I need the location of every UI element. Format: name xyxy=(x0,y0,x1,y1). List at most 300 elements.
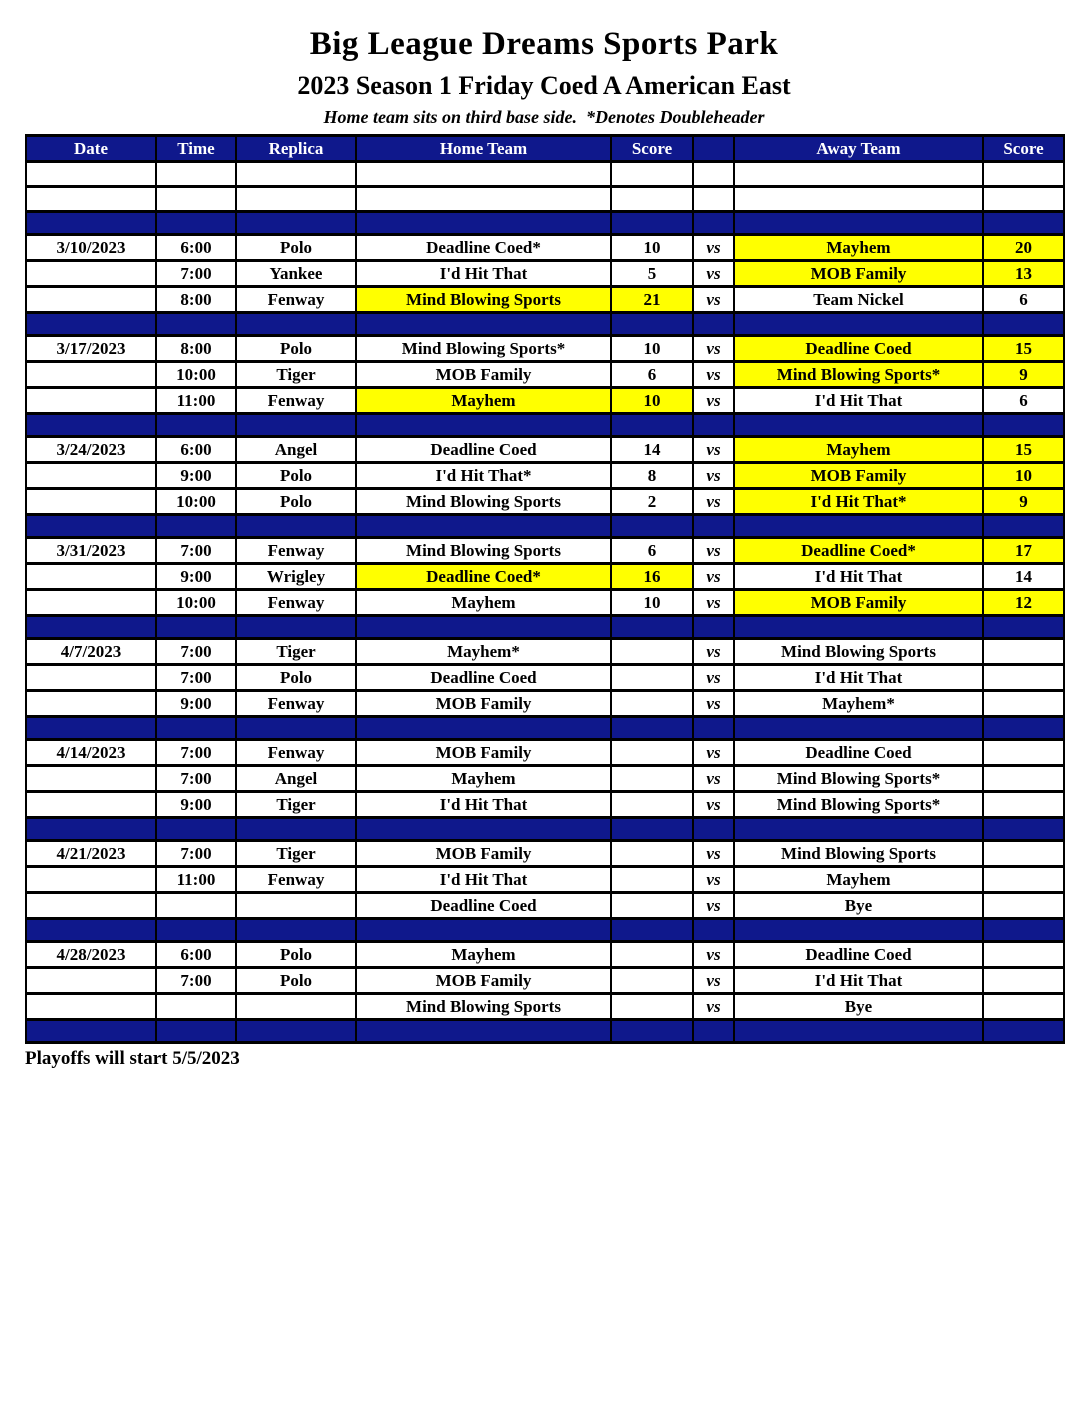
home-team-cell: MOB Family xyxy=(356,691,611,717)
separator-row xyxy=(26,212,1064,235)
vs-cell: vs xyxy=(693,538,734,564)
vs-cell: vs xyxy=(693,968,734,994)
away-score-cell xyxy=(983,994,1064,1020)
home-score-cell xyxy=(611,942,693,968)
date-cell xyxy=(26,162,156,187)
away-team-cell: MOB Family xyxy=(734,261,983,287)
away-score-cell: 17 xyxy=(983,538,1064,564)
away-score-cell xyxy=(983,919,1064,942)
date-cell xyxy=(26,691,156,717)
date-cell xyxy=(26,616,156,639)
vs-cell xyxy=(693,1020,734,1043)
away-team-cell xyxy=(734,515,983,538)
replica-cell xyxy=(236,616,356,639)
schedule-body xyxy=(26,162,1064,1043)
replica-cell xyxy=(236,162,356,187)
away-team-cell: Bye xyxy=(734,994,983,1020)
date-cell xyxy=(26,261,156,287)
game-row xyxy=(26,792,1064,818)
game-row xyxy=(26,867,1064,893)
game-row xyxy=(26,968,1064,994)
away-team-cell: Mayhem* xyxy=(734,691,983,717)
home-score-cell: 16 xyxy=(611,564,693,590)
replica-cell: Polo xyxy=(236,463,356,489)
time-cell: 6:00 xyxy=(156,235,236,261)
game-row xyxy=(26,388,1064,414)
time-cell xyxy=(156,515,236,538)
away-score-cell: 6 xyxy=(983,287,1064,313)
home-score-cell xyxy=(611,691,693,717)
replica-cell: Tiger xyxy=(236,841,356,867)
game-row xyxy=(26,489,1064,515)
date-cell xyxy=(26,792,156,818)
separator-row xyxy=(26,1020,1064,1043)
vs-cell xyxy=(693,414,734,437)
away-score-cell xyxy=(983,740,1064,766)
home-team-cell: MOB Family xyxy=(356,968,611,994)
home-score-cell xyxy=(611,515,693,538)
col-header-date: Date xyxy=(26,136,156,162)
time-cell xyxy=(156,717,236,740)
away-team-cell: Bye xyxy=(734,893,983,919)
home-team-cell: Mayhem* xyxy=(356,639,611,665)
replica-cell: Angel xyxy=(236,766,356,792)
away-score-cell xyxy=(983,818,1064,841)
vs-cell: vs xyxy=(693,639,734,665)
home-team-cell: I'd Hit That* xyxy=(356,463,611,489)
replica-cell: Polo xyxy=(236,665,356,691)
home-team-cell: MOB Family xyxy=(356,841,611,867)
date-cell xyxy=(26,313,156,336)
date-cell xyxy=(26,867,156,893)
home-score-cell xyxy=(611,665,693,691)
away-score-cell xyxy=(983,414,1064,437)
time-cell: 10:00 xyxy=(156,590,236,616)
vs-cell xyxy=(693,313,734,336)
away-team-cell: I'd Hit That xyxy=(734,665,983,691)
time-cell: 11:00 xyxy=(156,867,236,893)
away-team-cell: I'd Hit That xyxy=(734,564,983,590)
game-row xyxy=(26,362,1064,388)
replica-cell: Fenway xyxy=(236,691,356,717)
away-team-cell: Mind Blowing Sports xyxy=(734,639,983,665)
home-score-cell xyxy=(611,717,693,740)
time-cell: 8:00 xyxy=(156,287,236,313)
away-score-cell: 6 xyxy=(983,388,1064,414)
home-team-cell: Mayhem xyxy=(356,388,611,414)
replica-cell: Fenway xyxy=(236,388,356,414)
replica-cell: Polo xyxy=(236,968,356,994)
home-team-cell xyxy=(356,313,611,336)
away-team-cell xyxy=(734,212,983,235)
away-score-cell xyxy=(983,766,1064,792)
time-cell: 10:00 xyxy=(156,489,236,515)
away-team-cell: I'd Hit That xyxy=(734,388,983,414)
away-score-cell xyxy=(983,616,1064,639)
away-score-cell xyxy=(983,867,1064,893)
vs-cell: vs xyxy=(693,590,734,616)
away-score-cell xyxy=(983,639,1064,665)
home-score-cell xyxy=(611,792,693,818)
col-header-away-score: Score xyxy=(983,136,1064,162)
date-cell xyxy=(26,665,156,691)
away-score-cell: 9 xyxy=(983,362,1064,388)
away-score-cell xyxy=(983,841,1064,867)
away-team-cell: Mayhem xyxy=(734,437,983,463)
vs-cell: vs xyxy=(693,235,734,261)
game-row xyxy=(26,665,1064,691)
home-score-cell: 10 xyxy=(611,590,693,616)
away-team-cell: Deadline Coed xyxy=(734,942,983,968)
away-score-cell: 20 xyxy=(983,235,1064,261)
game-row xyxy=(26,893,1064,919)
date-cell xyxy=(26,515,156,538)
separator-row xyxy=(26,414,1064,437)
time-cell: 9:00 xyxy=(156,463,236,489)
vs-cell: vs xyxy=(693,766,734,792)
vs-cell: vs xyxy=(693,362,734,388)
game-row xyxy=(26,336,1064,362)
home-team-cell: I'd Hit That xyxy=(356,261,611,287)
empty-row xyxy=(26,162,1064,187)
replica-cell: Fenway xyxy=(236,867,356,893)
time-cell: 7:00 xyxy=(156,841,236,867)
vs-cell xyxy=(693,717,734,740)
home-team-cell: Deadline Coed xyxy=(356,893,611,919)
vs-cell: vs xyxy=(693,867,734,893)
home-team-cell: Deadline Coed* xyxy=(356,235,611,261)
home-score-cell xyxy=(611,616,693,639)
game-row xyxy=(26,235,1064,261)
away-score-cell: 9 xyxy=(983,489,1064,515)
home-score-cell xyxy=(611,740,693,766)
replica-cell xyxy=(236,515,356,538)
home-score-cell xyxy=(611,212,693,235)
col-header-home-team: Home Team xyxy=(356,136,611,162)
replica-cell: Polo xyxy=(236,235,356,261)
date-cell: 4/7/2023 xyxy=(26,639,156,665)
replica-cell: Fenway xyxy=(236,590,356,616)
time-cell xyxy=(156,1020,236,1043)
vs-cell: vs xyxy=(693,564,734,590)
home-score-cell: 10 xyxy=(611,336,693,362)
vs-cell: vs xyxy=(693,841,734,867)
date-cell: 3/10/2023 xyxy=(26,235,156,261)
date-cell xyxy=(26,994,156,1020)
replica-cell xyxy=(236,717,356,740)
away-score-cell xyxy=(983,162,1064,187)
home-score-cell xyxy=(611,162,693,187)
col-header-vs xyxy=(693,136,734,162)
home-team-cell xyxy=(356,616,611,639)
time-cell: 7:00 xyxy=(156,740,236,766)
away-score-cell xyxy=(983,968,1064,994)
vs-cell: vs xyxy=(693,336,734,362)
home-score-cell xyxy=(611,313,693,336)
game-row xyxy=(26,261,1064,287)
date-cell xyxy=(26,893,156,919)
home-team-cell xyxy=(356,515,611,538)
away-score-cell xyxy=(983,665,1064,691)
away-team-cell: Mayhem xyxy=(734,867,983,893)
home-score-cell xyxy=(611,1020,693,1043)
page-subtitle: 2023 Season 1 Friday Coed A American East xyxy=(297,71,791,100)
time-cell: 9:00 xyxy=(156,564,236,590)
date-cell xyxy=(26,818,156,841)
away-team-cell: Mind Blowing Sports* xyxy=(734,792,983,818)
home-score-cell: 6 xyxy=(611,362,693,388)
col-header-home-score: Score xyxy=(611,136,693,162)
home-team-cell xyxy=(356,919,611,942)
home-team-cell xyxy=(356,717,611,740)
time-cell: 9:00 xyxy=(156,691,236,717)
home-team-cell: Mayhem xyxy=(356,766,611,792)
away-team-cell: Team Nickel xyxy=(734,287,983,313)
separator-row xyxy=(26,515,1064,538)
date-cell xyxy=(26,919,156,942)
vs-cell: vs xyxy=(693,942,734,968)
separator-row xyxy=(26,818,1064,841)
home-team-cell: I'd Hit That xyxy=(356,792,611,818)
date-cell xyxy=(26,968,156,994)
time-cell: 6:00 xyxy=(156,942,236,968)
home-team-cell xyxy=(356,414,611,437)
game-row xyxy=(26,766,1064,792)
time-cell xyxy=(156,212,236,235)
date-cell: 3/17/2023 xyxy=(26,336,156,362)
home-score-cell xyxy=(611,766,693,792)
vs-cell: vs xyxy=(693,437,734,463)
away-team-cell: Deadline Coed xyxy=(734,740,983,766)
home-team-cell: Mind Blowing Sports xyxy=(356,489,611,515)
replica-cell: Fenway xyxy=(236,740,356,766)
vs-cell: vs xyxy=(693,287,734,313)
vs-cell: vs xyxy=(693,388,734,414)
date-cell xyxy=(26,362,156,388)
away-team-cell: I'd Hit That xyxy=(734,968,983,994)
date-cell: 4/14/2023 xyxy=(26,740,156,766)
replica-cell: Tiger xyxy=(236,639,356,665)
home-score-cell: 10 xyxy=(611,235,693,261)
home-score-cell xyxy=(611,968,693,994)
away-score-cell xyxy=(983,792,1064,818)
time-cell xyxy=(156,818,236,841)
home-score-cell xyxy=(611,867,693,893)
vs-cell xyxy=(693,616,734,639)
home-score-cell: 2 xyxy=(611,489,693,515)
replica-cell xyxy=(236,994,356,1020)
empty-row xyxy=(26,187,1064,212)
time-cell: 7:00 xyxy=(156,538,236,564)
home-team-cell: Mind Blowing Sports* xyxy=(356,336,611,362)
game-row xyxy=(26,538,1064,564)
vs-cell: vs xyxy=(693,994,734,1020)
away-score-cell: 12 xyxy=(983,590,1064,616)
away-score-cell xyxy=(983,893,1064,919)
away-score-cell xyxy=(983,313,1064,336)
vs-cell xyxy=(693,187,734,212)
away-team-cell xyxy=(734,162,983,187)
replica-cell: Polo xyxy=(236,489,356,515)
away-team-cell xyxy=(734,919,983,942)
home-team-cell: Mayhem xyxy=(356,590,611,616)
vs-cell xyxy=(693,162,734,187)
replica-cell: Fenway xyxy=(236,538,356,564)
away-team-cell xyxy=(734,1020,983,1043)
time-cell: 9:00 xyxy=(156,792,236,818)
away-score-cell xyxy=(983,515,1064,538)
separator-row xyxy=(26,313,1064,336)
vs-cell xyxy=(693,515,734,538)
replica-cell xyxy=(236,893,356,919)
home-team-cell xyxy=(356,1020,611,1043)
schedule-table xyxy=(25,134,1065,1044)
away-team-cell: Mind Blowing Sports* xyxy=(734,766,983,792)
vs-cell: vs xyxy=(693,261,734,287)
away-team-cell: Deadline Coed xyxy=(734,336,983,362)
away-team-cell: I'd Hit That* xyxy=(734,489,983,515)
time-cell: 11:00 xyxy=(156,388,236,414)
away-score-cell xyxy=(983,942,1064,968)
away-team-cell xyxy=(734,313,983,336)
time-cell xyxy=(156,187,236,212)
date-cell xyxy=(26,489,156,515)
time-cell xyxy=(156,616,236,639)
game-row xyxy=(26,564,1064,590)
table-header-row xyxy=(26,136,1064,162)
away-team-cell: Deadline Coed* xyxy=(734,538,983,564)
home-score-cell xyxy=(611,187,693,212)
game-row xyxy=(26,691,1064,717)
replica-cell xyxy=(236,1020,356,1043)
away-score-cell: 13 xyxy=(983,261,1064,287)
away-score-cell xyxy=(983,187,1064,212)
game-row xyxy=(26,590,1064,616)
date-cell: 3/31/2023 xyxy=(26,538,156,564)
vs-cell: vs xyxy=(693,691,734,717)
time-cell: 7:00 xyxy=(156,639,236,665)
home-team-cell xyxy=(356,187,611,212)
away-team-cell: Mind Blowing Sports* xyxy=(734,362,983,388)
home-team-cell: I'd Hit That xyxy=(356,867,611,893)
vs-cell xyxy=(693,818,734,841)
separator-row xyxy=(26,616,1064,639)
vs-cell: vs xyxy=(693,463,734,489)
replica-cell xyxy=(236,414,356,437)
home-team-cell: Mind Blowing Sports xyxy=(356,287,611,313)
home-score-cell: 21 xyxy=(611,287,693,313)
date-cell xyxy=(26,187,156,212)
away-team-cell xyxy=(734,818,983,841)
home-team-cell: Deadline Coed xyxy=(356,437,611,463)
home-score-cell: 10 xyxy=(611,388,693,414)
away-score-cell: 15 xyxy=(983,336,1064,362)
home-team-cell: Deadline Coed xyxy=(356,665,611,691)
away-score-cell: 15 xyxy=(983,437,1064,463)
date-cell xyxy=(26,1020,156,1043)
replica-cell xyxy=(236,212,356,235)
away-score-cell xyxy=(983,691,1064,717)
time-cell xyxy=(156,313,236,336)
time-cell xyxy=(156,994,236,1020)
col-header-replica: Replica xyxy=(236,136,356,162)
date-cell xyxy=(26,287,156,313)
date-cell xyxy=(26,766,156,792)
time-cell xyxy=(156,893,236,919)
replica-cell xyxy=(236,919,356,942)
vs-cell: vs xyxy=(693,489,734,515)
vs-cell: vs xyxy=(693,893,734,919)
away-score-cell xyxy=(983,212,1064,235)
replica-cell xyxy=(236,313,356,336)
date-cell xyxy=(26,564,156,590)
replica-cell: Wrigley xyxy=(236,564,356,590)
vs-cell: vs xyxy=(693,665,734,691)
time-cell xyxy=(156,414,236,437)
home-score-cell xyxy=(611,414,693,437)
away-team-cell: MOB Family xyxy=(734,463,983,489)
game-row xyxy=(26,740,1064,766)
away-team-cell xyxy=(734,616,983,639)
home-team-cell: Mayhem xyxy=(356,942,611,968)
replica-cell xyxy=(236,187,356,212)
away-team-cell: MOB Family xyxy=(734,590,983,616)
time-cell xyxy=(156,919,236,942)
home-team-cell: Mind Blowing Sports xyxy=(356,538,611,564)
home-score-cell xyxy=(611,639,693,665)
game-row xyxy=(26,994,1064,1020)
separator-row xyxy=(26,919,1064,942)
replica-cell: Yankee xyxy=(236,261,356,287)
replica-cell: Polo xyxy=(236,942,356,968)
game-row xyxy=(26,639,1064,665)
replica-cell: Polo xyxy=(236,336,356,362)
home-team-cell: MOB Family xyxy=(356,362,611,388)
home-team-cell xyxy=(356,212,611,235)
home-team-cell xyxy=(356,162,611,187)
date-cell: 4/21/2023 xyxy=(26,841,156,867)
home-team-cell: Deadline Coed* xyxy=(356,564,611,590)
playoffs-note: Playoffs will start 5/5/2023 xyxy=(25,1048,240,1069)
time-cell: 8:00 xyxy=(156,336,236,362)
date-cell: 4/28/2023 xyxy=(26,942,156,968)
date-cell xyxy=(26,414,156,437)
vs-cell xyxy=(693,919,734,942)
away-score-cell xyxy=(983,1020,1064,1043)
home-score-cell: 5 xyxy=(611,261,693,287)
replica-cell: Angel xyxy=(236,437,356,463)
vs-cell: vs xyxy=(693,740,734,766)
home-score-cell xyxy=(611,818,693,841)
page-title: Big League Dreams Sports Park xyxy=(309,26,779,62)
home-team-note: Home team sits on third base side. *Denotes Doubleheader xyxy=(323,107,765,127)
date-cell: 3/24/2023 xyxy=(26,437,156,463)
time-cell: 7:00 xyxy=(156,665,236,691)
date-cell xyxy=(26,463,156,489)
away-team-cell: Mind Blowing Sports xyxy=(734,841,983,867)
game-row xyxy=(26,841,1064,867)
game-row xyxy=(26,287,1064,313)
time-cell xyxy=(156,162,236,187)
game-row xyxy=(26,463,1064,489)
home-score-cell: 6 xyxy=(611,538,693,564)
away-score-cell: 10 xyxy=(983,463,1064,489)
away-score-cell xyxy=(983,717,1064,740)
col-header-time: Time xyxy=(156,136,236,162)
time-cell: 10:00 xyxy=(156,362,236,388)
separator-row xyxy=(26,717,1064,740)
home-score-cell xyxy=(611,893,693,919)
